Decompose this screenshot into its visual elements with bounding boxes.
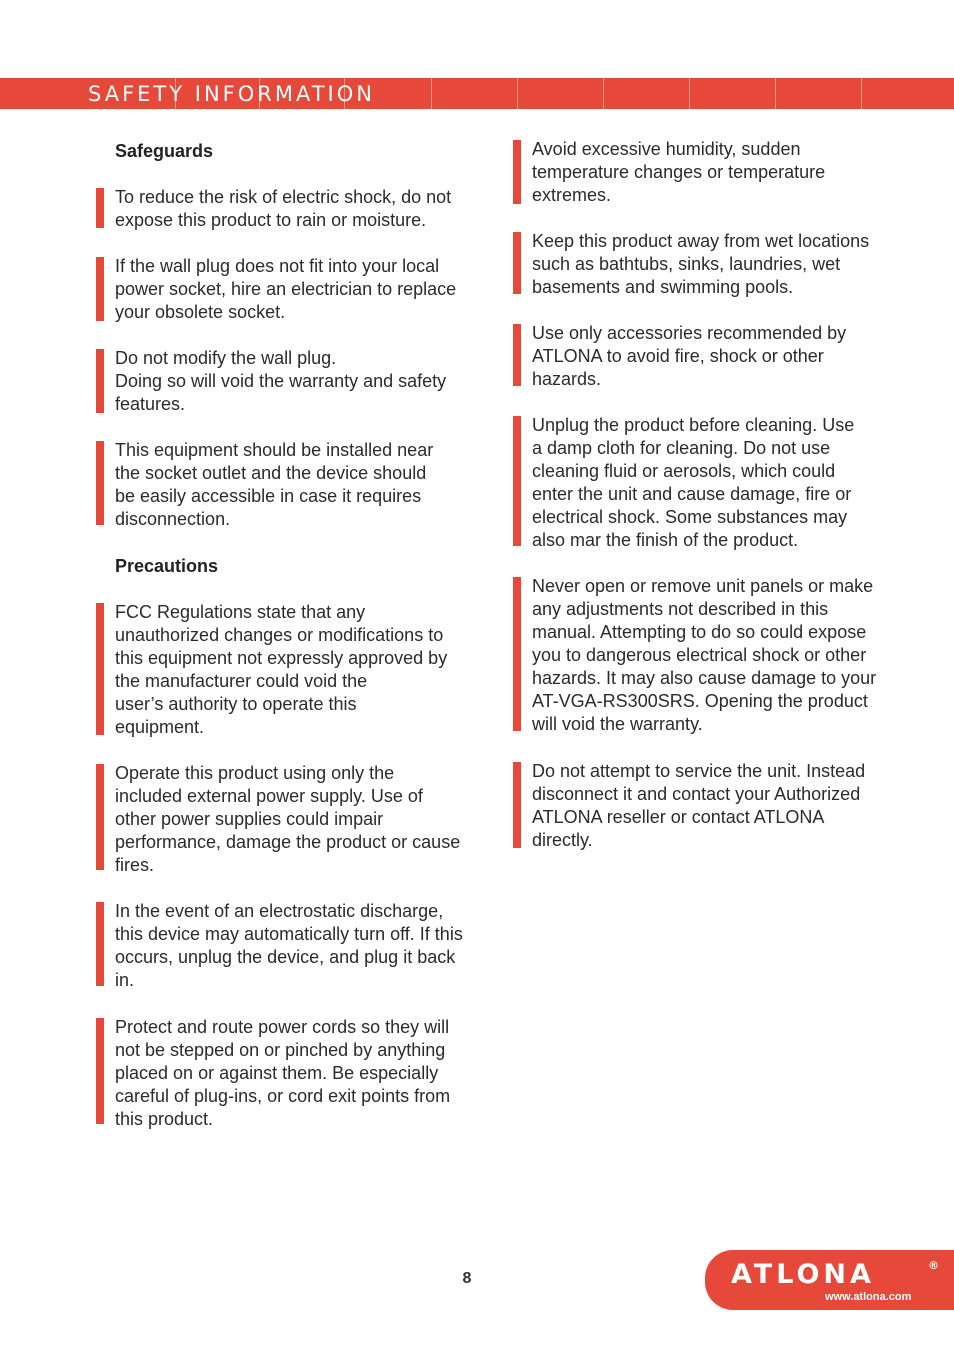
item-text: This equipment should be installed near the socket outlet and the device should be easily accessible in case it requires disconnection. [115,440,434,529]
item-text: In the event of an electrostatic discharge, this device may automatically turn off. If this occurs, unplug the device, and plug it back in. [115,901,463,990]
safeguard-item [96,186,496,232]
item-text: Use only accessories recommended by ATLONA to avoid fire, shock or other hazards. [532,323,847,389]
safeguard-item [96,439,496,531]
item-text: Protect and route power cords so they will not be stepped on or pinched by anything placed on or against them. Be especially careful of plug-ins, or cord exit points from this product. [115,1017,451,1129]
accent-bar [513,140,521,204]
precaution-item [513,230,913,299]
header-divider [517,78,518,109]
atlona-logo [705,1250,954,1310]
precaution-item [513,414,913,552]
accent-bar [96,764,104,870]
page-number: 8 [462,1270,472,1287]
precaution-item [96,601,496,739]
header-divider [689,78,690,109]
precaution-item [513,138,913,207]
accent-bar [96,188,104,228]
accent-bar [96,441,104,525]
precautions-heading: Precautions [115,556,219,576]
accent-bar [513,577,521,731]
accent-bar [513,416,521,546]
header-divider [603,78,604,109]
logo-url: www.atlona.com [825,1291,912,1303]
precaution-item [96,1016,496,1131]
accent-bar [96,902,104,986]
accent-bar [96,257,104,321]
item-text: Do not attempt to service the unit. Instead disconnect it and contact your Authorized ATLONA reseller or contact ATLONA directly. [532,761,866,850]
precaution-item [513,322,913,391]
item-text: Do not modify the wall plug. Doing so will void the warranty and safety features. [115,348,447,414]
item-text: Avoid excessive humidity, sudden temperature changes or temperature extremes. [532,139,826,205]
precaution-item [96,762,496,877]
precaution-item [513,760,913,852]
accent-bar [96,603,104,735]
safeguard-item [96,255,496,324]
safeguards-heading: Safeguards [115,141,214,161]
accent-bar [513,232,521,294]
accent-bar [513,762,521,848]
accent-bar [96,1018,104,1124]
safeguard-item [96,347,496,416]
logo-wordmark: ATLONA [731,1259,875,1290]
item-text: Never open or remove unit panels or make any adjustments not described in this manual. Attempting to do so could expose you to dangerous electrical shock or other hazards. It may also cause damage to your AT-VGA-RS300SRS. Opening the product will void the warranty. [532,576,877,734]
item-text: Operate this product using only the included external power supply. Use of other power supplies could impair performance, damage the product or cause fires. [115,763,461,875]
precaution-item [96,900,496,992]
item-text: To reduce the risk of electric shock, do not expose this product to rain or moisture. [115,187,452,230]
accent-bar [96,349,104,413]
precaution-item [513,575,913,736]
accent-bar [513,324,521,386]
header-divider [775,78,776,109]
registered-mark: ® [928,1259,939,1272]
item-text: FCC Regulations state that any unauthorized changes or modifications to this equipment not expressly approved by the manufacturer could void the user’s authority to operate this equipment. [115,602,448,737]
page-title: SAFETY INFORMATION [88,82,375,106]
header-divider [861,78,862,109]
item-text: Keep this product away from wet locations such as bathtubs, sinks, laundries, wet basements and swimming pools. [532,231,870,297]
header-divider [431,78,432,109]
item-text: Unplug the product before cleaning. Use a damp cloth for cleaning. Do not use cleaning fluid or aerosols, which could enter the unit and cause damage, fire or electrical shock. Some substances may also mar the finish of the product. [532,415,855,550]
item-text: If the wall plug does not fit into your local power socket, hire an electrician to replace your obsolete socket. [115,256,457,322]
